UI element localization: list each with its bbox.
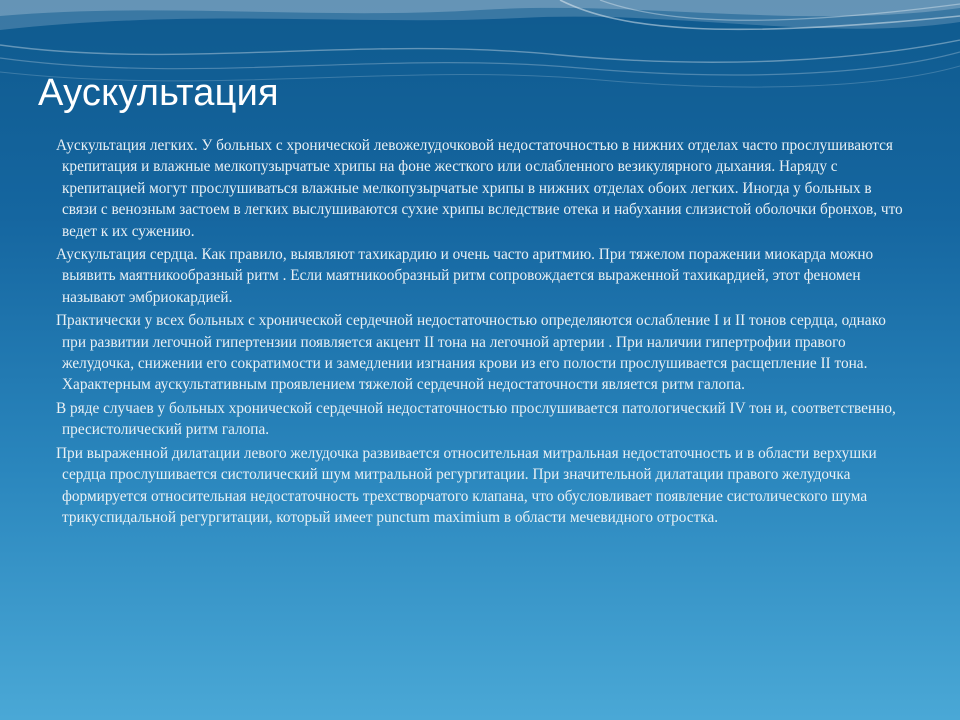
slide-title: Аускультация (38, 72, 279, 114)
paragraph-heart-tones: Практически у всех больных с хронической сердечной недостаточностью определяются ослабление I и II тонов сердца, однако при развитии легочной гипертензии появляется акцент II тона на легочной артерии . При наличии гипертрофии правого желудочка, снижении его сократимости и замедлении изгнания крови из его полости прослушивается расщепление II тона. Характерным аускультативным проявлением тяжелой сердечной недостаточности является ритм галопа. (56, 312, 886, 394)
paragraph-heart-auscultation: Аускультация сердца. Как правило, выявляют тахикардию и очень часто аритмию. При тяжелом поражении миокарда можно выявить маятникообразный ритм . Если маятникообразный ритм сопровождается выраженной тахикардией, этот феномен называют эмбриокардией. (56, 246, 874, 306)
paragraph-fourth-tone: В ряде случаев у больных хронической сердечной недостаточностью прослушивается патологический IV тон и, соответственно, пресистолический ритм галопа. (56, 399, 896, 439)
slide-body (54, 135, 910, 530)
paragraph-lung-auscultation: Аускультация легких. У больных с хронической левожелудочковой недостаточностью в нижних отделах часто прослушиваются крепитация и влажные мелкопузырчатые хрипы на фоне жесткого или ослабленного везикулярного дыхания. Наряду с крепитацией могут прослушиваться влажные мелкопузырчатые хрипы в нижних отделах обоих легких. Иногда у больных в связи с венозным застоем в легких выслушиваются сухие хрипы вследствие отека и набухания слизистой оболочки бронхов, что ведет к их сужению. (56, 137, 903, 240)
paragraph-dilatation: При выраженной дилатации левого желудочка развивается относительная митральная недостаточность и в области верхушки сердца прослушивается систолический шум митральной регургитации. При значительной дилатации правого желудочка формируется относительная недостаточность трехстворчатого клапана, что обусловливает появление систолического шума трикуспидальной регургитации, который имеет punctum maximium в области мечевидного отростка. (56, 444, 877, 526)
